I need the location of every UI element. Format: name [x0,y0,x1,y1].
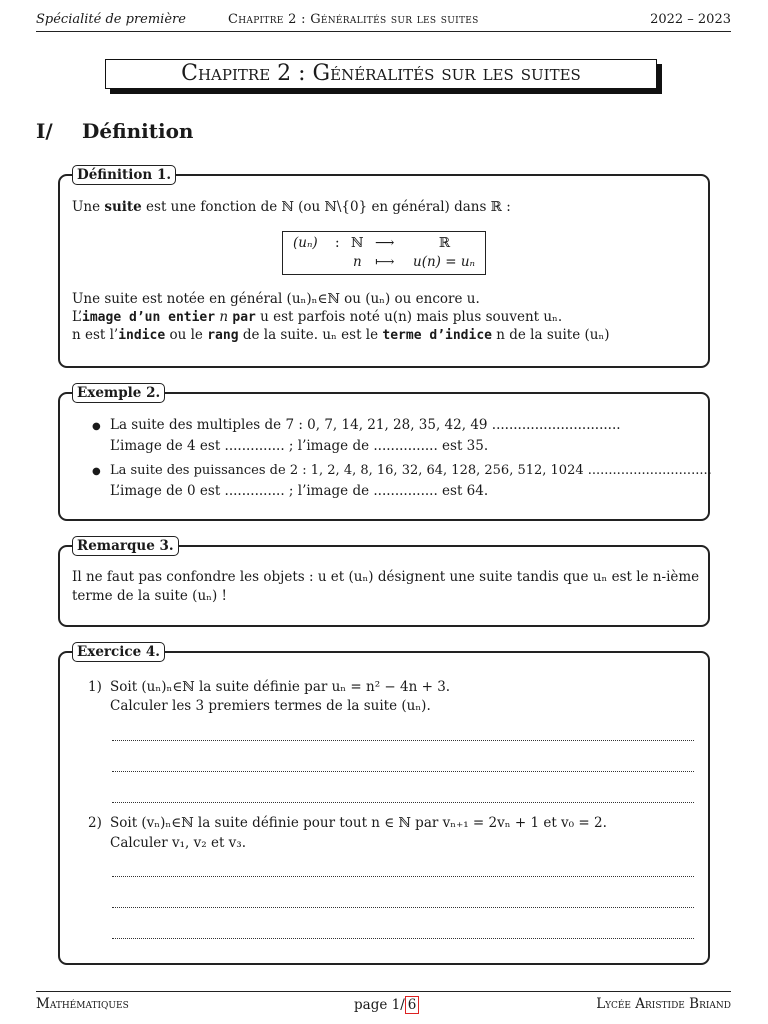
answer-line[interactable] [112,771,694,772]
example-item-2: La suite des puissances de 2 : 1, 2, 4, 8, 16, 32, 64, 128, 256, 512, 1024 .............................. [110,463,712,478]
text: L’ [72,309,83,325]
exercise-box [58,644,710,965]
text: n de la suite (uₙ) [491,327,610,343]
remark-box [58,538,710,627]
function-mapping [282,231,486,275]
page-number [354,996,419,1014]
text: Une [72,199,105,215]
map-cell: (uₙ) [293,235,318,251]
example-tag: Exemple 2. [72,383,165,403]
answer-line[interactable] [112,740,694,741]
header-left: Spécialité de première [36,12,186,27]
page-footer [36,996,731,1016]
text: ou le [165,327,208,343]
bold-term: suite [104,199,142,215]
header-right: 2022 – 2023 [650,12,731,27]
question-2-line-2: Calculer v₁, v₂ et v₃. [110,835,246,851]
question-1-line-1: Soit (uₙ)ₙ∈ℕ la suite définie par uₙ = n² − 4n + 3. [110,679,451,695]
footer-right: Lycée Aristide Briand [596,996,731,1012]
example-item-1-sub: L’image de 4 est .............. ; l’image de ............... est 35. [110,438,489,454]
answer-line[interactable] [112,907,694,908]
text: n [215,309,233,325]
remark-line-1: Il ne faut pas confondre les objets : u et (uₙ) désignent une suite tandis que uₙ est le n-ième [72,569,700,585]
header-rule [36,31,731,32]
answer-line[interactable] [112,938,694,939]
definition-line-1: Une suite est notée en général (uₙ)ₙ∈ℕ ou (uₙ) ou encore u. [72,291,480,307]
text: n est l’ [72,327,119,343]
definition-tag: Définition 1. [72,165,176,185]
example-item-2-sub: L’image de 0 est .............. ; l’image de ............... est 64. [110,483,489,499]
question-2-number: 2) [88,815,102,831]
page-total-link[interactable]: 6 [405,996,420,1014]
map-cell: n [353,254,362,270]
section-number: I/ [36,119,53,143]
header-center: Chapitre 2 : Généralités sur les suites [228,12,479,27]
footer-rule [36,991,731,992]
question-1-number: 1) [88,679,102,695]
map-cell: ℕ [351,235,364,251]
footer-left: Mathématiques [36,996,129,1012]
bold-term: terme d’indice [382,328,492,343]
map-cell: ⟼ [375,254,395,270]
section-title: Définition [82,119,194,143]
section-heading [36,119,193,143]
definition-box [58,167,710,368]
bold-term: par [232,310,256,325]
text: de la suite. uₙ est le [238,327,383,343]
exercise-tag: Exercice 4. [72,642,165,662]
text: est une fonction de ℕ (ou ℕ\{0} en général) dans ℝ : [141,199,511,215]
map-cell: u(n) = uₙ [413,254,475,270]
remark-tag: Remarque 3. [72,536,179,556]
question-1-line-2: Calculer les 3 premiers termes de la suite (uₙ). [110,698,431,714]
answer-line[interactable] [112,876,694,877]
answer-line[interactable] [112,802,694,803]
bold-term: rang [207,328,239,343]
definition-line-3 [72,326,610,345]
map-cell: ℝ [439,235,451,251]
bullet-icon: ● [92,466,101,477]
map-cell: : [335,235,340,251]
text: u est parfois noté u(n) mais plus souvent uₙ. [255,309,563,325]
example-item-1: La suite des multiples de 7 : 0, 7, 14, 21, 28, 35, 42, 49 .............................. [110,417,621,433]
question-2-line-1: Soit (vₙ)ₙ∈ℕ la suite définie pour tout n ∈ ℕ par vₙ₊₁ = 2vₙ + 1 et v₀ = 2. [110,815,607,831]
remark-line-2: terme de la suite (uₙ) ! [72,588,227,604]
bold-term: image d’un entier [82,310,216,325]
definition-intro [72,198,511,217]
page-label: page 1/ [354,997,405,1013]
bold-term: indice [118,328,166,343]
definition-line-2 [72,308,562,327]
chapter-title: Chapitre 2 : Généralités sur les suites [105,59,657,89]
bullet-icon: ● [92,421,101,432]
page-header [36,10,731,30]
map-cell: ⟶ [375,235,395,251]
example-box [58,385,712,521]
